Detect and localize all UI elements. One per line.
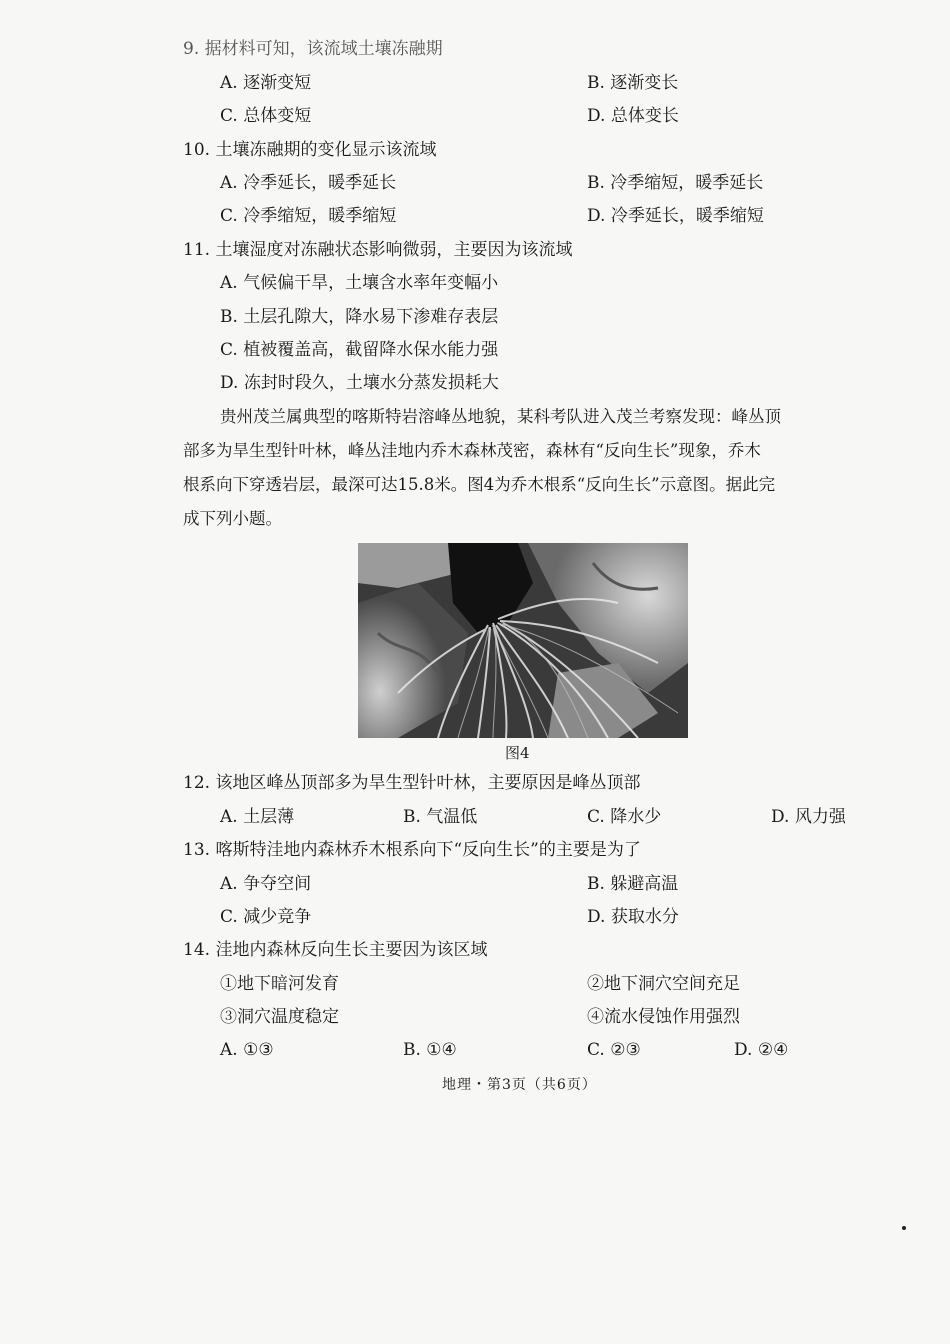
q14-option-c: C. ②③ — [587, 1040, 641, 1060]
passage-line-1: 贵州茂兰属典型的喀斯特岩溶峰丛地貌，某科考队进入茂兰考察发现：峰丛顶 — [220, 407, 781, 426]
passage-line-4: 成下列小题。 — [183, 509, 282, 528]
q9-option-b: B. 逐渐变长 — [587, 73, 679, 93]
figure-4-caption: 图4 — [505, 744, 530, 762]
q10-option-d: D. 冷季延长，暖季缩短 — [587, 206, 764, 226]
q12-option-b: B. 气温低 — [403, 807, 478, 827]
question-11: 11. 土壤湿度对冻融状态影响微弱，主要因为该流域 — [183, 240, 573, 260]
q9-option-c: C. 总体变短 — [220, 106, 312, 126]
q14-statement-4: ④流水侵蚀作用强烈 — [587, 1007, 740, 1027]
question-14: 14. 洼地内森林反向生长主要因为该区域 — [183, 940, 488, 960]
passage-line-2: 部多为旱生型针叶林，峰丛洼地内乔木森林茂密，森林有“反向生长”现象，乔木 — [183, 441, 761, 460]
question-9: 9. 据材料可知，该流域土壤冻融期 — [183, 39, 443, 59]
q13-option-d: D. 获取水分 — [587, 907, 679, 927]
q12-option-d: D. 风力强 — [771, 807, 846, 827]
q12-option-c: C. 降水少 — [587, 807, 662, 827]
passage-line-3: 根系向下穿透岩层，最深可达15.8米。图4为乔木根系“反向生长”示意图。据此完 — [183, 475, 776, 494]
q14-statement-1: ①地下暗河发育 — [220, 974, 339, 994]
q13-option-a: A. 争夺空间 — [220, 874, 312, 894]
q10-option-b: B. 冷季缩短，暖季延长 — [587, 173, 764, 193]
q9-option-d: D. 总体变长 — [587, 106, 679, 126]
q13-option-c: C. 减少竞争 — [220, 907, 312, 927]
q14-option-b: B. ①④ — [403, 1040, 457, 1060]
q14-option-a: A. ①③ — [220, 1040, 274, 1060]
q12-option-a: A. 土层薄 — [220, 807, 295, 827]
question-10: 10. 土壤冻融期的变化显示该流域 — [183, 140, 437, 160]
q14-statement-3: ③洞穴温度稳定 — [220, 1007, 339, 1027]
q9-option-a: A. 逐渐变短 — [220, 73, 312, 93]
q11-option-b: B. 土层孔隙大，降水易下渗难存表层 — [220, 307, 499, 327]
q14-statement-2: ②地下洞穴空间充足 — [587, 974, 740, 994]
q11-option-d: D. 冻封时段久，土壤水分蒸发损耗大 — [220, 373, 499, 393]
q10-option-a: A. 冷季延长，暖季延长 — [220, 173, 397, 193]
figure-4-roots-photo — [358, 543, 688, 738]
scan-speck — [902, 1226, 906, 1230]
roots-illustration — [358, 543, 688, 738]
q14-option-d: D. ②④ — [734, 1040, 789, 1060]
q11-option-a: A. 气候偏干旱，土壤含水率年变幅小 — [220, 273, 499, 293]
question-13: 13. 喀斯特洼地内森林乔木根系向下“反向生长”的主要是为了 — [183, 840, 641, 860]
page-footer: 地理・第3页（共6页） — [442, 1077, 597, 1093]
q10-option-c: C. 冷季缩短，暖季缩短 — [220, 206, 397, 226]
question-12: 12. 该地区峰丛顶部多为旱生型针叶林，主要原因是峰丛顶部 — [183, 773, 641, 793]
q11-option-c: C. 植被覆盖高，截留降水保水能力强 — [220, 340, 499, 360]
q13-option-b: B. 躲避高温 — [587, 874, 679, 894]
